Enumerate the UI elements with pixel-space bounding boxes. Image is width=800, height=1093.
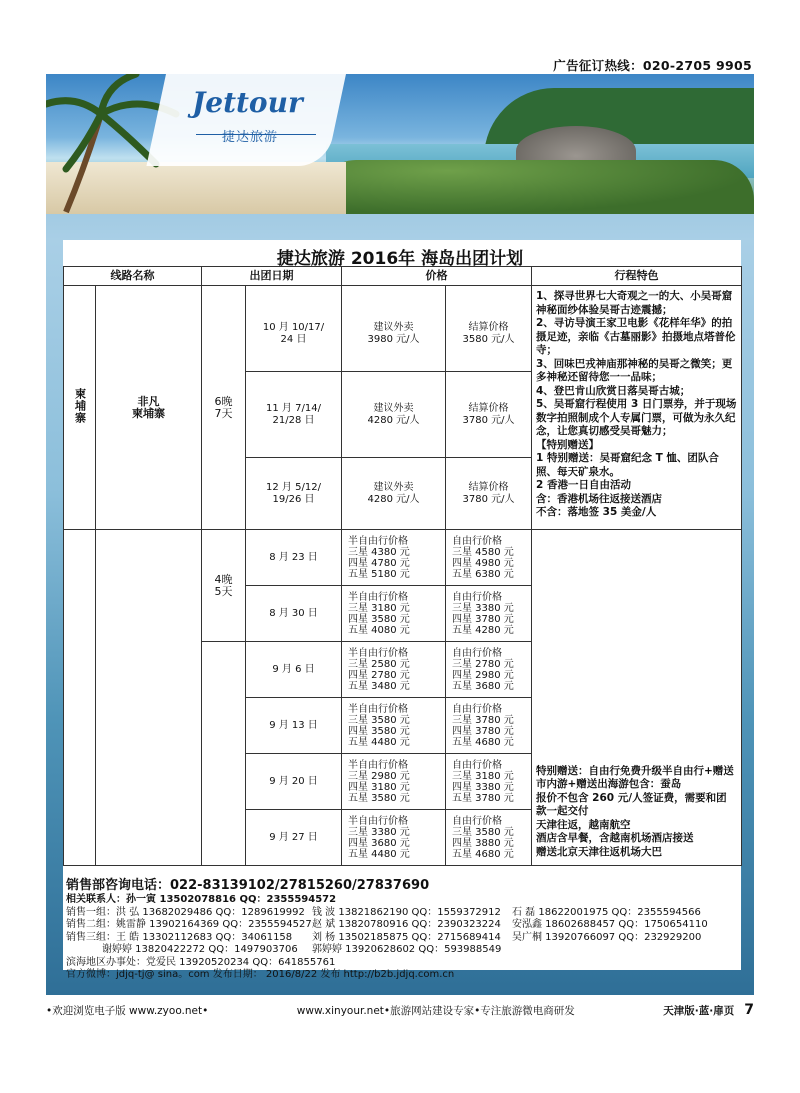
col-features: 行程特色: [532, 267, 742, 286]
half-free-price: 半自由行价格 三星 3180 元 四星 3580 元 五星 4080 元: [342, 586, 446, 642]
page-sheet: [46, 74, 754, 995]
logo-wordmark: Jettour: [192, 86, 303, 119]
duration-empty: [202, 642, 246, 866]
free-price: 自由行价格 三星 3780 元 四星 3780 元 五星 4680 元: [446, 698, 532, 754]
features-vietnam: 特别赠送：自由行免费升级半自由行+赠送市内游+赠送出海游包含：蚕岛 报价不包含 260 元/人签证费，需要和团款一起交付 天津往返，越南航空 酒店含早餐，含越南机场酒店接送 赠送北京天津往返机场大巴: [532, 530, 742, 866]
trees-shape: [316, 160, 754, 214]
duration: 4晚 5天: [202, 530, 246, 642]
sales-contact: 钱 波 13821862190 QQ：1559372912: [312, 906, 501, 918]
schedule-table: [63, 266, 742, 866]
logo-chinese: 捷达旅游: [222, 130, 279, 145]
sales-contact: 赵 斌 13820780916 QQ：2390323224: [312, 919, 501, 930]
sales-contact: 销售一组：洪 弘 13682029486 QQ：1289619992: [66, 906, 305, 918]
sales-group-row: [66, 932, 766, 945]
page-number: 7: [744, 1002, 754, 1018]
date-cell: 10 月 10/17/ 24 日: [246, 298, 342, 372]
half-free-price: 半自由行价格 三星 3380 元 四星 3680 元 五星 4480 元: [342, 810, 446, 866]
sales-contact: 石 磊 18622001975 QQ：2355594566: [512, 906, 701, 918]
sales-phone: 销售部咨询电话：022-83139102/27815260/27837690: [66, 878, 430, 893]
half-free-price: 半自由行价格 三星 2580 元 四星 2780 元 五星 3480 元: [342, 642, 446, 698]
suggest-price: 建议外卖 3980 元/人: [342, 298, 446, 372]
footer-left: •欢迎浏览电子版 www.zyoo.net•: [46, 1004, 209, 1017]
date-cell: 9 月 13 日: [246, 698, 342, 754]
sales-contact: 郭婷婷 13920628602 QQ：593988549: [312, 944, 502, 955]
region-empty: [64, 530, 96, 866]
half-free-price: 半自由行价格 三星 2980 元 四星 3180 元 五星 3580 元: [342, 754, 446, 810]
page-footer: [46, 1002, 754, 1018]
settle-price: 结算价格 3580 元/人: [446, 298, 532, 372]
table-header-row: [64, 267, 742, 286]
table-row: [64, 530, 742, 586]
footer-edition: [663, 1002, 754, 1018]
table-row: [64, 286, 742, 298]
sales-group-row: [66, 919, 766, 932]
sales-contact: 销售二组：姚雷静 13902164369 QQ：2355594527: [66, 919, 312, 930]
banner-image: [46, 74, 754, 214]
suggest-price: 建议外卖 4280 元/人: [342, 372, 446, 458]
col-price: 价格: [342, 267, 532, 286]
date-cell: 9 月 27 日: [246, 810, 342, 866]
settle-price: 结算价格 3780 元/人: [446, 458, 532, 530]
duration: 6晚 7天: [202, 286, 246, 530]
sales-contact: 刘 杨 13502185875 QQ：2715689414: [312, 931, 501, 943]
contact-block: [66, 878, 766, 982]
suggest-price: 建议外卖 4280 元/人: [342, 458, 446, 530]
free-price: 自由行价格 三星 3380 元 四星 3780 元 五星 4280 元: [446, 586, 532, 642]
date-cell: 8 月 23 日: [246, 530, 342, 586]
date-cell: 9 月 20 日: [246, 754, 342, 810]
page-title: 捷达旅游 2016年 海岛出团计划: [276, 249, 524, 269]
route-empty: [96, 530, 202, 866]
date-cell: 8 月 30 日: [246, 586, 342, 642]
free-price: 自由行价格 三星 2780 元 四星 2980 元 五星 3680 元: [446, 642, 532, 698]
route-name: 非凡 柬埔寨: [96, 286, 202, 530]
sales-group-row: [66, 907, 766, 920]
free-price: 自由行价格 三星 4580 元 四星 4980 元 五星 6380 元: [446, 530, 532, 586]
contact-person: 相关联系人：孙一寅 13502078816 QQ：2355594572: [66, 894, 337, 905]
features-cambodia: 1、探寻世界七大奇观之一的大、小吴哥窟神秘面纱体验吴哥古迹震撼； 2、寻访导演王家卫电影《花样年华》的拍摄足迹，亲临《古墓丽影》拍摄地点塔普伦寺； 3、回味巴戎神庙那神秘的吴哥之微笑；更多神秘还留待您一一品味； 4、登巴肯山欣赏日落吴哥古城； 5、吴哥窟行程使用 3 日门票券，并于现场数字拍照制成个人专属门票，可做为永久纪念，让您真切感受吴哥魅力； 【特别赠送】 1 特别赠送：吴哥窟纪念 T 恤、团队合照、每天矿泉水。 2 香港一日自由活动 含：香港机场往返接送酒店 不含：落地签 35 美金/人: [532, 286, 742, 530]
half-free-price: 半自由行价格 三星 3580 元 四星 3580 元 五星 4480 元: [342, 698, 446, 754]
free-price: 自由行价格 三星 3180 元 四星 3380 元 五星 3780 元: [446, 754, 532, 810]
sales-contact: 吴广桐 13920766097 QQ：232929200: [512, 931, 702, 943]
region-cambodia: 柬埔寨: [64, 286, 96, 530]
col-route: 线路名称: [64, 267, 202, 286]
sales-group-row: [66, 944, 766, 957]
free-price: 自由行价格 三星 3580 元 四星 3880 元 五星 4680 元: [446, 810, 532, 866]
settle-price: 结算价格 3780 元/人: [446, 372, 532, 458]
footer-middle: www.xinyour.net•旅游网站建设专家•专注旅游微电商研发: [296, 1004, 575, 1017]
half-free-price: 半自由行价格 三星 4380 元 四星 4780 元 五星 5180 元: [342, 530, 446, 586]
sales-contact: 销售三组：王 皓 13302112683 QQ：34061158: [66, 931, 293, 943]
edition-label: 天津版·蓝·扉页: [663, 1005, 735, 1017]
binhai-office: 滨海地区办事处：党爱民 13920520234 QQ：641855761: [66, 956, 336, 968]
weibo-release: 官方微博：jdjq-tj@ sina。com 发布日期： 2016/8/22 发布 http://b2b.jdjq.com.cn: [66, 969, 455, 980]
date-cell: 9 月 6 日: [246, 642, 342, 698]
date-cell: 11 月 7/14/ 21/28 日: [246, 372, 342, 458]
sales-contact: 谢婷婷 13820422272 QQ：1497903706: [102, 944, 298, 955]
ad-hotline: 广告征订热线：020-2705 9905: [553, 58, 752, 73]
date-cell: 12 月 5/12/ 19/26 日: [246, 458, 342, 530]
col-date: 出团日期: [202, 267, 342, 286]
sales-contact: 安泓鑫 18602688457 QQ：1750654110: [512, 919, 708, 930]
